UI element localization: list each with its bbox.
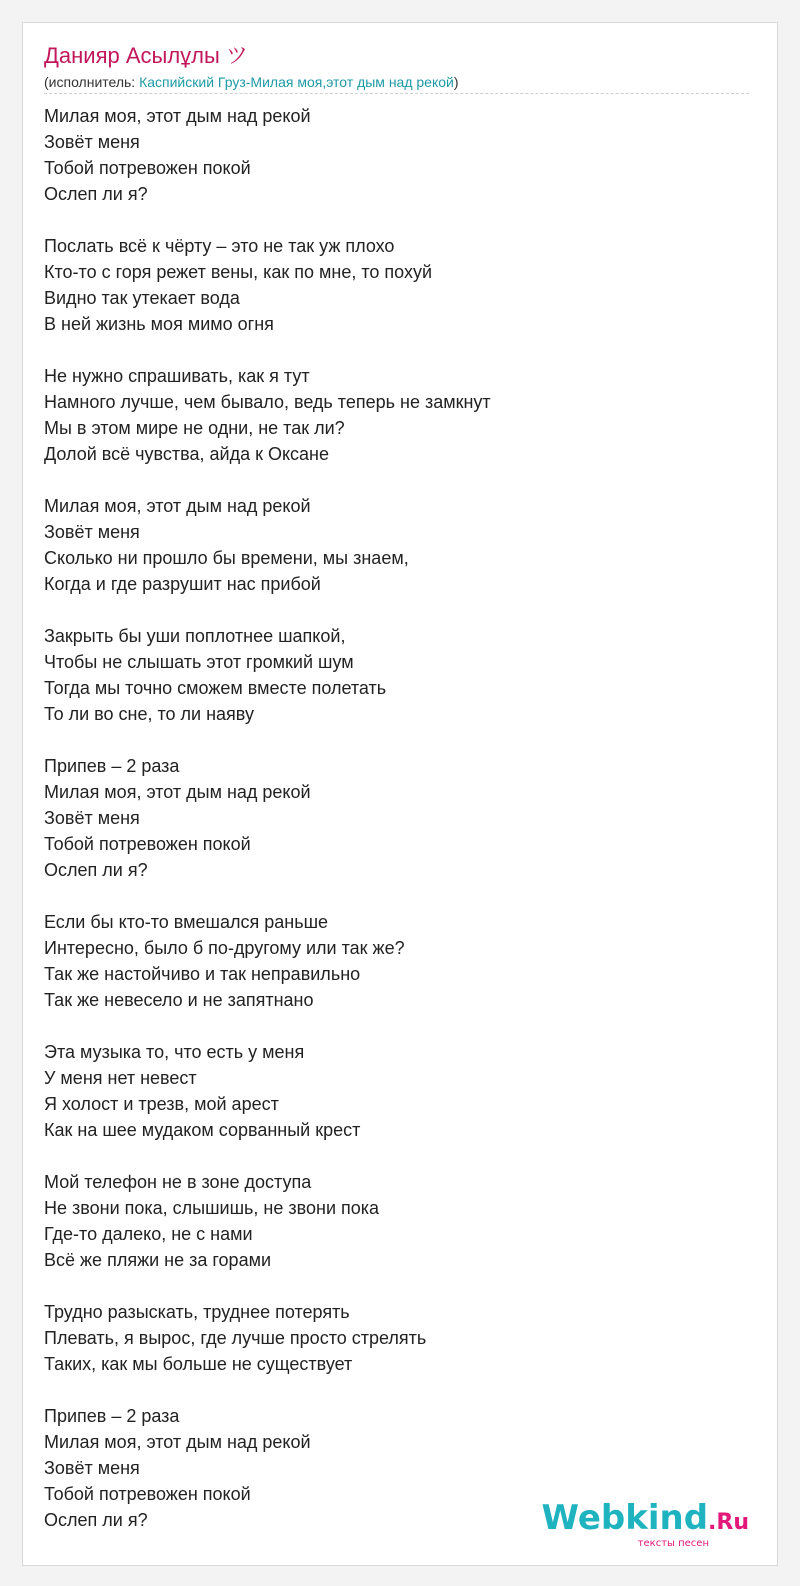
lyric-line: Милая моя, этот дым над рекой (44, 1432, 311, 1452)
lyric-line: У меня нет невест (44, 1068, 197, 1088)
artist-prefix: (исполнитель: (44, 74, 140, 90)
lyric-line: Тобой потревожен покой (44, 1484, 251, 1504)
lyric-line: Плевать, я вырос, где лучше просто стрелять (44, 1328, 427, 1348)
lyric-line: Милая моя, этот дым над рекой (44, 782, 311, 802)
lyric-line: Тобой потревожен покой (44, 158, 251, 178)
lyric-line: Интересно, было б по-другому или так же? (44, 938, 405, 958)
lyrics-stanza (44, 103, 744, 207)
lyrics-stanza (44, 363, 744, 467)
lyric-line: Не нужно спрашивать, как я тут (44, 366, 310, 386)
lyric-line: Тобой потревожен покой (44, 834, 251, 854)
lyric-line: Намного лучше, чем бывало, ведь теперь не замкнут (44, 392, 491, 412)
lyric-line: Трудно разыскать, труднее потерять (44, 1302, 350, 1322)
artist-link[interactable]: Каспийский Груз-Милая моя,этот дым над рекой (139, 74, 454, 90)
lyric-line: Ослеп ли я? (44, 184, 148, 204)
lyric-line: Милая моя, этот дым над рекой (44, 496, 311, 516)
lyrics-body (44, 103, 744, 1559)
lyric-line: Как на шее мудаком сорванный крест (44, 1120, 361, 1140)
lyric-line: Так же невесело и не запятнано (44, 990, 314, 1010)
lyrics-stanza (44, 753, 744, 883)
lyric-line: Всё же пляжи не за горами (44, 1250, 272, 1270)
lyric-line: Зовёт меня (44, 522, 140, 542)
lyrics-stanza (44, 1299, 744, 1377)
lyric-line: Долой всё чувства, айда к Оксане (44, 444, 330, 464)
lyric-line: Послать всё к чёрту – это не так уж плохо (44, 236, 395, 256)
lyric-line: Закрыть бы уши поплотнее шапкой, (44, 626, 346, 646)
lyric-line: Припев – 2 раза (44, 1406, 180, 1426)
lyric-line: Я холост и трезв, мой арест (44, 1094, 279, 1114)
lyric-line: Если бы кто-то вмешался раньше (44, 912, 329, 932)
lyric-line: В ней жизнь моя мимо огня (44, 314, 274, 334)
lyric-line: То ли во сне, то ли наяву (44, 704, 254, 724)
lyric-line: Когда и где разрушит нас прибой (44, 574, 321, 594)
lyrics-stanza (44, 1039, 744, 1143)
lyrics-stanza (44, 623, 744, 727)
lyric-line: Чтобы не слышать этот громкий шум (44, 652, 354, 672)
lyric-line: Тогда мы точно сможем вместе полетать (44, 678, 387, 698)
lyrics-stanza (44, 233, 744, 337)
lyric-line: Ослеп ли я? (44, 1510, 148, 1530)
lyrics-stanza (44, 909, 744, 1013)
artist-line (44, 73, 459, 91)
lyrics-stanza (44, 493, 744, 597)
lyric-line: Так же настойчиво и так неправильно (44, 964, 361, 984)
divider (44, 93, 749, 94)
lyric-line: Видно так утекает вода (44, 288, 240, 308)
lyric-line: Эта музыка то, что есть у меня (44, 1042, 305, 1062)
lyric-line: Зовёт меня (44, 1458, 140, 1478)
lyric-line: Кто-то с горя режет вены, как по мне, то похуй (44, 262, 433, 282)
lyric-line: Припев – 2 раза (44, 756, 180, 776)
logo-main-text: Webkind (541, 1498, 709, 1538)
logo-tld: .Ru (708, 1510, 749, 1535)
lyric-line: Ослеп ли я? (44, 860, 148, 880)
lyrics-stanza (44, 1169, 744, 1273)
lyric-line: Мой телефон не в зоне доступа (44, 1172, 312, 1192)
lyric-line: Зовёт меня (44, 808, 140, 828)
lyric-line: Сколько ни прошло бы времени, мы знаем, (44, 548, 409, 568)
site-logo[interactable] (541, 1498, 749, 1549)
artist-suffix: ) (453, 74, 459, 90)
lyrics-card (22, 22, 778, 1566)
page-title: Данияр Асылұлы ツ (44, 43, 248, 68)
logo-wordmark (541, 1498, 749, 1540)
lyric-line: Где-то далеко, не с нами (44, 1224, 253, 1244)
logo-tagline: тексты песен (637, 1538, 709, 1549)
lyric-line: Зовёт меня (44, 132, 140, 152)
lyric-line: Мы в этом мире не одни, не так ли? (44, 418, 345, 438)
lyric-line: Милая моя, этот дым над рекой (44, 106, 311, 126)
lyric-line: Таких, как мы больше не существует (44, 1354, 353, 1374)
lyric-line: Не звони пока, слышишь, не звони пока (44, 1198, 380, 1218)
